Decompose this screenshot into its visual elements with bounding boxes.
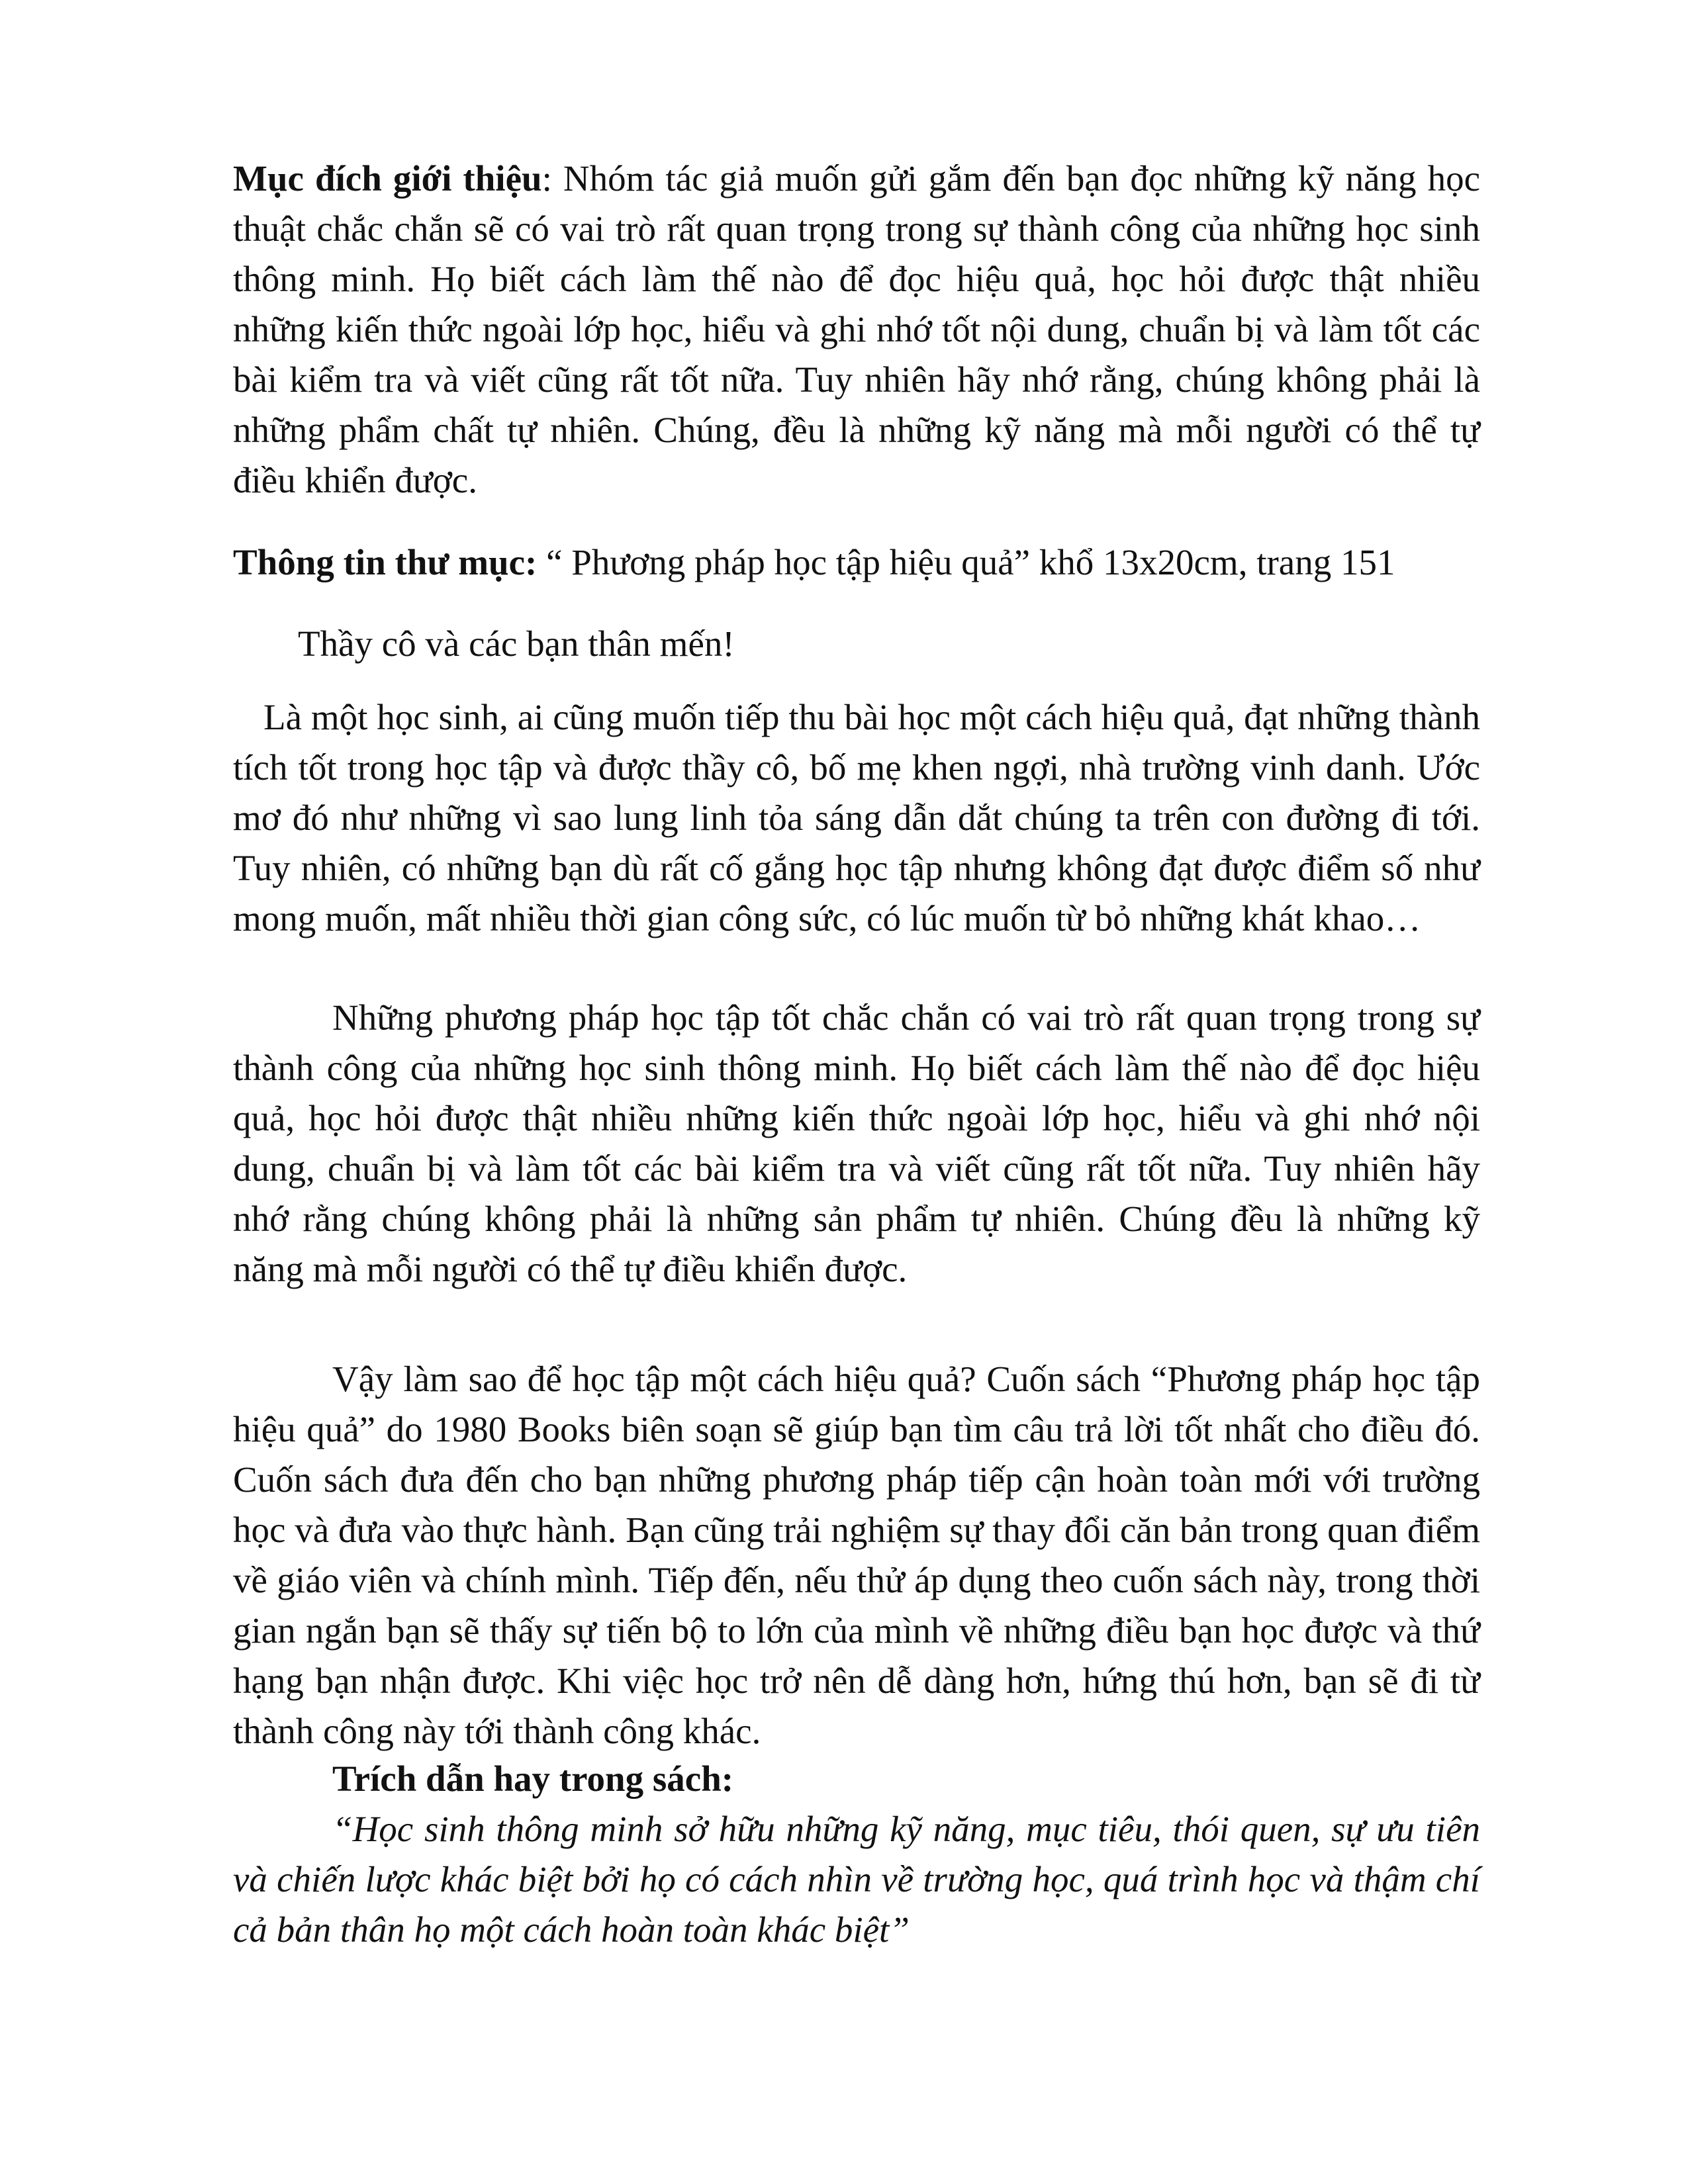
intro-label: Mục đích giới thiệu: [233, 158, 542, 199]
intro-paragraph: [233, 154, 1480, 506]
bibliography-label: Thông tin thư mục:: [233, 542, 538, 582]
quote-text: “Học sinh thông minh sở hữu những kỹ năng, mục tiêu, thói quen, sự ưu tiên và chiến lược khác biệt bởi họ có cách nhìn về trường học, quá trình học và thậm chí cả bản thân họ một cách hoàn toàn khác biệt”: [233, 1809, 1480, 1950]
greeting: Thầy cô và các bạn thân mến!: [298, 623, 735, 664]
intro-text: : Nhóm tác giả muốn gửi gắm đến bạn đọc những kỹ năng học thuật chắc chắn sẽ có vai trò rất quan trọng trong sự thành công của những học sinh thông minh. Họ biết cách làm thế nào để đọc hiệu quả, học hỏi được thật nhiều những kiến thức ngoài lớp học, hiểu và ghi nhớ tốt nội dung, chuẩn bị và làm tốt các bài kiểm tra và viết cũng rất tốt nữa. Tuy nhiên hãy nhớ rằng, chúng không phải là những phẩm chất tự nhiên. Chúng, đều là những kỹ năng mà mỗi người có thể tự điều khiển được.: [233, 158, 1480, 500]
bibliography-paragraph: [233, 537, 1480, 588]
quote-heading: Trích dẫn hay trong sách:: [332, 1758, 734, 1799]
body-paragraph-3: Vậy làm sao để học tập một cách hiệu quả? Cuốn sách “Phương pháp học tập hiệu quả” do 1980 Books biên soạn sẽ giúp bạn tìm câu trả lời tốt nhất cho điều đó. Cuốn sách đưa đến cho bạn những phương pháp tiếp cận hoàn toàn mới với trường học và đưa vào thực hành. Bạn cũng trải nghiệm sự thay đổi căn bản trong quan điểm về giáo viên và chính mình. Tiếp đến, nếu thử áp dụng theo cuốn sách này, trong thời gian ngắn bạn sẽ thấy sự tiến bộ to lớn của mình về những điều bạn học được và thứ hạng bạn nhận được. Khi việc học trở nên dễ dàng hơn, hứng thú hơn, bạn sẽ đi từ thành công này tới thành công khác.: [233, 1359, 1480, 1751]
bibliography-text: “ Phương pháp học tập hiệu quả” khổ 13x20cm, trang 151: [537, 542, 1395, 582]
body-paragraph-2: Những phương pháp học tập tốt chắc chắn có vai trò rất quan trọng trong sự thành công của những học sinh thông minh. Họ biết cách làm thế nào để đọc hiệu quả, học hỏi được thật nhiều những kiến thức ngoài lớp học, hiểu và ghi nhớ nội dung, chuẩn bị và làm tốt các bài kiểm tra và viết cũng rất tốt nữa. Tuy nhiên hãy nhớ rằng chúng không phải là những sản phẩm tự nhiên. Chúng đều là những kỹ năng mà mỗi người có thể tự điều khiển được.: [233, 997, 1480, 1289]
body-paragraph-1: Là một học sinh, ai cũng muốn tiếp thu bài học một cách hiệu quả, đạt những thành tích tốt trong học tập và được thầy cô, bố mẹ khen ngợi, nhà trường vinh danh. Ước mơ đó như những vì sao lung linh tỏa sáng dẫn dắt chúng ta trên con đường đi tới. Tuy nhiên, có những bạn dù rất cố gắng học tập nhưng không đạt được điểm số như mong muốn, mất nhiều thời gian công sức, có lúc muốn từ bỏ những khát khao…: [233, 697, 1480, 938]
